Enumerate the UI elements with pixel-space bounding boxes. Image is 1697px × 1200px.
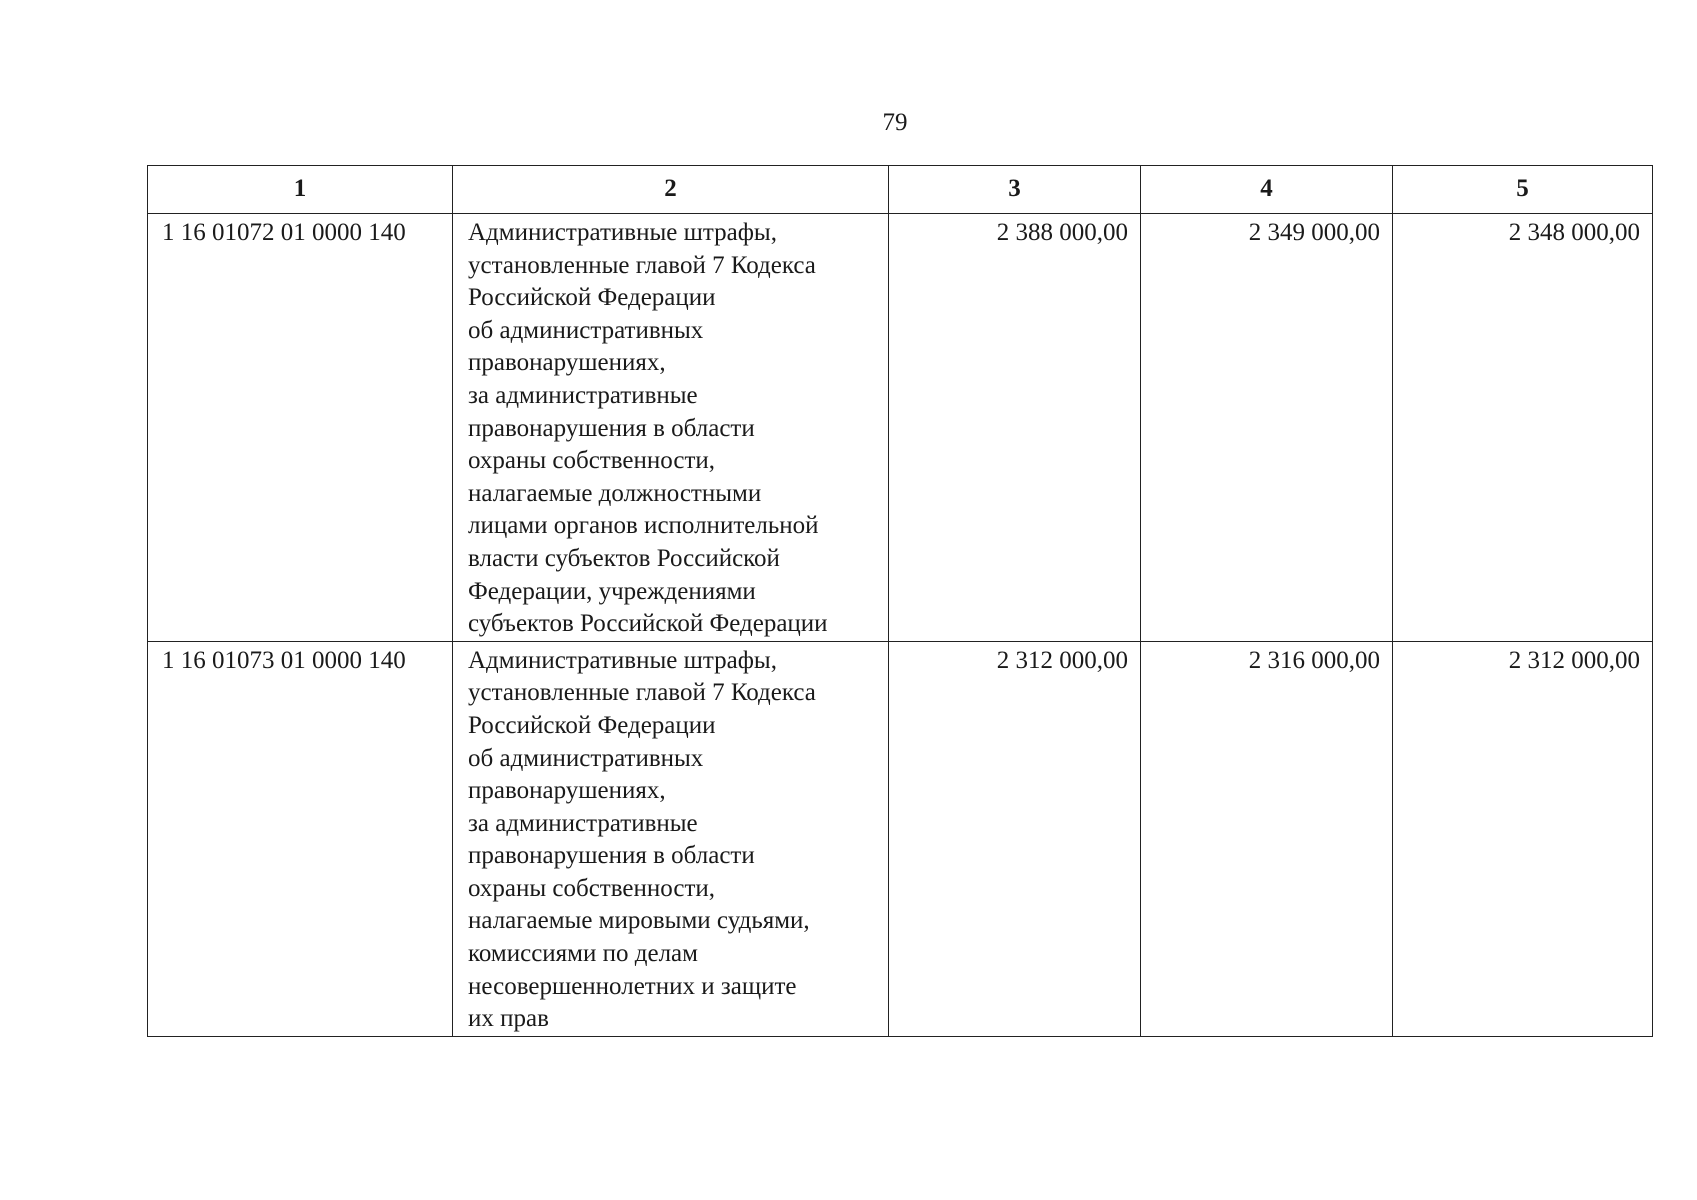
amount-year-1: 2 388 000,00 [889, 214, 1141, 642]
description-line: комиссиями по делам [468, 940, 698, 968]
description-line: власти субъектов Российской [468, 544, 780, 572]
description-line: охраны собственности, [468, 874, 716, 902]
description-line: их прав [468, 1005, 549, 1033]
amount-year-3: 2 312 000,00 [1393, 641, 1653, 1036]
amount-year-2: 2 349 000,00 [1141, 214, 1393, 642]
table-header-row [148, 166, 1653, 214]
description-line: установленные главой 7 Кодекса [468, 679, 816, 707]
description-line: установленные главой 7 Кодекса [468, 251, 816, 279]
budget-revenue-table [147, 165, 1653, 1037]
column-header-amount-1: 3 [889, 166, 1141, 214]
amount-year-2: 2 316 000,00 [1141, 641, 1393, 1036]
column-header-amount-2: 4 [1141, 166, 1393, 214]
description-line: об административных [468, 744, 704, 772]
description-line: несовершеннолетних и защите [468, 972, 797, 1000]
revenue-description [453, 214, 889, 642]
description-line: Российской Федерации [468, 284, 716, 312]
description-line: Российской Федерации [468, 711, 716, 739]
description-line: об административных [468, 316, 704, 344]
description-line: правонарушениях, [468, 777, 666, 805]
description-line: субъектов Российской Федерации [468, 610, 828, 638]
description-line: налагаемые мировыми судьями, [468, 907, 810, 935]
column-header-code: 1 [148, 166, 453, 214]
description-line: за административные [468, 809, 698, 837]
description-line: охраны собственности, [468, 447, 716, 475]
description-line: Административные штрафы, [468, 219, 777, 246]
description-line: лицами органов исполнительной [468, 512, 819, 540]
table-row [148, 214, 1653, 642]
classification-code: 1 16 01073 01 0000 140 [148, 641, 453, 1036]
description-line: правонарушения в области [468, 842, 755, 870]
amount-year-1: 2 312 000,00 [889, 641, 1141, 1036]
amount-year-3: 2 348 000,00 [1393, 214, 1653, 642]
classification-code: 1 16 01072 01 0000 140 [148, 214, 453, 642]
page-number: 79 [882, 109, 908, 136]
description-line: правонарушения в области [468, 414, 755, 442]
description-line: Административные штрафы, [468, 646, 777, 674]
column-header-description: 2 [453, 166, 889, 214]
description-line: налагаемые должностными [468, 479, 762, 507]
description-line: правонарушениях, [468, 349, 666, 377]
column-header-amount-3: 5 [1393, 166, 1653, 214]
description-line: за административные [468, 381, 698, 409]
table-row [148, 641, 1653, 1036]
description-line: Федерации, учреждениями [468, 577, 756, 605]
revenue-description [453, 641, 889, 1036]
